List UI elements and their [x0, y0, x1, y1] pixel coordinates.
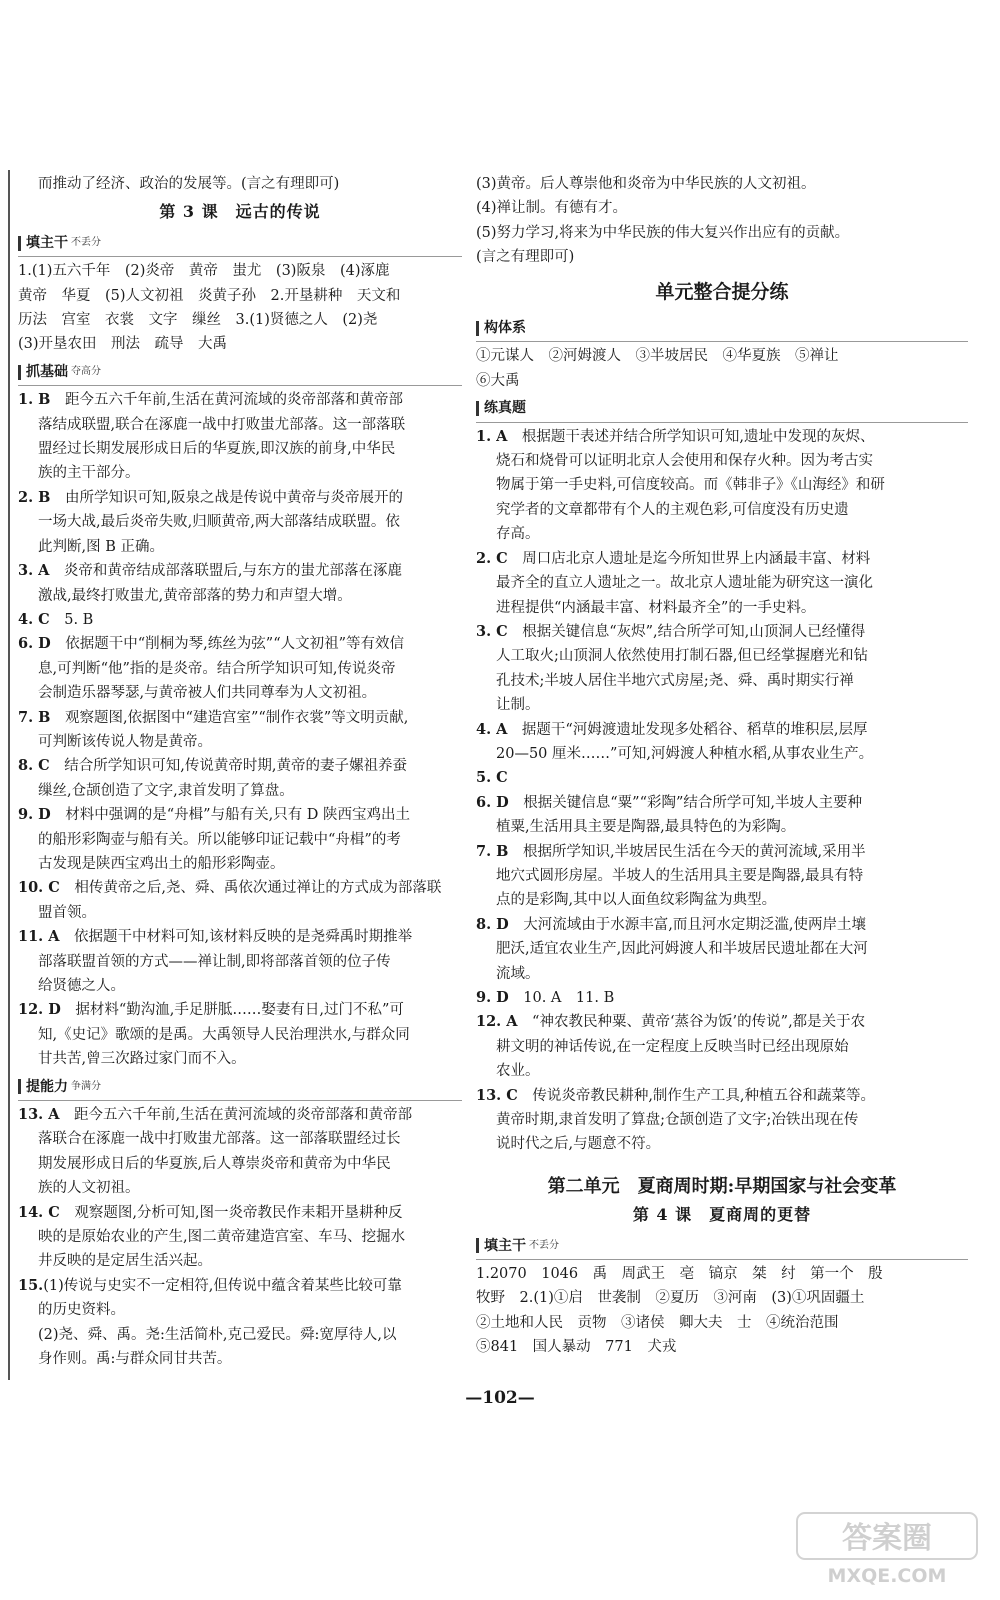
answer-line: 期发展形成日后的华夏族,后人尊崇炎帝和黄帝为中华民: [38, 1155, 391, 1172]
answer-text: 10. A 11. B: [508, 990, 615, 1006]
answer-line: 说时代之后,与题意不符。: [496, 1136, 661, 1153]
answer-text: 据材料“勤沟洫,手足胼胝……娶妻有日,过门不私”可: [60, 1002, 404, 1019]
section-header-practice: [476, 396, 968, 422]
answer-item: [18, 925, 462, 998]
answer-number: 8. D: [476, 915, 509, 933]
continued-answers: [476, 172, 968, 270]
answer-number: 13. C: [476, 1086, 518, 1104]
left-margin-rule: [8, 170, 10, 1380]
watermark-text: 答案圈: [842, 1521, 932, 1556]
answer-text: 根据所学知识,半坡居民生活在今天的黄河流域,采用半: [508, 843, 866, 860]
unit-review-title: 单元整合提分练: [655, 280, 789, 303]
answer-line: 族的主干部分。: [38, 465, 140, 482]
fill-answers-2: [476, 1262, 968, 1360]
answer-line: [18, 754, 462, 778]
answer-line: 点的是彩陶,其中以人面鱼纹彩陶盆为典型。: [496, 892, 777, 909]
answer-line: 植粟,生活用具主要是陶器,最具特色的为彩陶。: [496, 819, 796, 836]
answer-item: [476, 913, 968, 986]
answer-number: 15.: [18, 1276, 44, 1294]
section-header-fill-2: [476, 1234, 968, 1260]
answer-line: [476, 620, 968, 644]
answer-line: 此判断,图 B 正确。: [38, 538, 164, 555]
answer-number: 8. C: [18, 757, 50, 775]
section-name: 构体系: [484, 320, 526, 337]
answer-number: 3. A: [18, 562, 50, 580]
answer-line: [18, 998, 462, 1022]
answer-text: 材料中强调的是“舟楫”与船有关,只有 D 陕西宝鸡出土: [50, 807, 411, 824]
answer-number: 2. C: [476, 549, 508, 567]
answer-line: 落结成联盟,联合在涿鹿一战中打败蚩尤部落。这一部落联: [38, 416, 406, 433]
answer-line: 会制造乐器琴瑟,与黄帝被人们共同尊奉为人文初祖。: [38, 685, 377, 702]
answer-text: 观察题图,依据图中“建造宫室”“制作衣裳”等文明贡献,: [50, 709, 409, 726]
answer-line: [18, 1103, 462, 1127]
answer-item: [476, 1084, 968, 1157]
answer-number: 7. B: [18, 708, 51, 726]
answer-text: “神农教民种粟、黄帝‘蒸谷为饭’的传说”,都是关于农: [517, 1014, 866, 1031]
answer-number: 9. D: [476, 989, 509, 1006]
answer-line: 给贤德之人。: [38, 978, 125, 994]
answer-item: [18, 559, 462, 608]
answer-line: 烧石和烧骨可以证明北京人会使用和保存火种。因为考古实: [496, 453, 873, 470]
answer-number: 1. A: [476, 427, 508, 445]
practice-answer-list: [476, 425, 968, 1157]
continued-line: (5)努力学习,将来为中华民族的伟大复兴作出应有的贡献。: [476, 224, 850, 241]
basic-answer-list: [18, 388, 462, 1071]
section-sub: 夺高分: [71, 365, 101, 377]
answer-line: 映的是原始农业的产生,图二黄帝建造宫室、车马、挖掘水: [38, 1229, 406, 1246]
section-name: 练真题: [484, 400, 526, 417]
section-marker-icon: [18, 1079, 21, 1094]
fill-line: 1.(1)五六千年 (2)炎帝 黄帝 蚩尤 (3)阪泉 (4)涿鹿: [18, 263, 390, 280]
answer-text: (1)传说与史实不一定相符,但传说中蕴含着某些比较可靠: [43, 1277, 402, 1294]
unit-2-title: 第二单元 夏商周时期:早期国家与社会变革: [547, 1175, 897, 1197]
fill-line: ⑤841 国人暴动 771 犬戎: [476, 1339, 677, 1356]
section-header-framework: [476, 316, 968, 342]
page-number: —102—: [465, 1388, 535, 1408]
section-marker-icon: [18, 365, 21, 380]
answer-line: 可判断该传说人物是黄帝。: [38, 733, 212, 750]
answer-line: 物属于第一手史料,可信度较高。而《韩非子》《山海经》和研: [496, 477, 885, 494]
answer-text: 周口店北京人遗址是迄今所知世界上内涵最丰富、材料: [507, 550, 871, 567]
answer-number: 13. A: [18, 1106, 60, 1124]
answer-number: 6. D: [18, 635, 51, 653]
answer-item: [18, 754, 462, 803]
framework-line: ①元谋人 ②河姆渡人 ③半坡居民 ④华夏族 ⑤禅让: [476, 348, 839, 365]
fill-line: 历法 宫室 衣裳 文字 缫丝 3.(1)贤德之人 (2)尧: [18, 312, 378, 329]
answer-item: [476, 840, 968, 913]
answer-number: 3. C: [476, 622, 508, 640]
answer-line: [476, 718, 968, 742]
answer-line: 知,《史记》歌颂的是禹。大禹领导人民治理洪水,与群众同: [38, 1026, 410, 1043]
answer-number: 4. A: [476, 720, 508, 738]
answer-line: 农业。: [496, 1063, 540, 1080]
lesson-3-title: 第 3 课 远古的传说: [159, 202, 321, 222]
answer-text: 根据题干表述并结合所学知识可知,遗址中发现的灰烬、: [507, 428, 875, 445]
section-name: 提能力: [26, 1078, 68, 1095]
answer-item: [476, 986, 968, 1010]
answer-line: [18, 706, 462, 730]
section-header-ability: [18, 1075, 462, 1101]
answer-line: 存高。: [496, 526, 540, 543]
answer-number: 4. C: [18, 610, 50, 628]
answer-item: [476, 791, 968, 840]
section-marker-icon: [476, 401, 479, 416]
answer-line: 息,可判断“他”指的是炎帝。结合所学知识可知,传说炎帝: [38, 660, 396, 677]
answer-line: [18, 559, 462, 583]
answer-line: 盟经过长期发展形成日后的华夏族,即汉族的前身,中华民: [38, 441, 396, 458]
lesson-4-title: 第 4 课 夏商周的更替: [632, 1205, 812, 1225]
answer-line: 盟首领。: [38, 904, 96, 921]
answer-line: [18, 486, 462, 510]
answer-line: [18, 1274, 462, 1298]
answer-line: [18, 388, 462, 412]
answer-line: [476, 766, 968, 790]
answer-line: 肥沃,适宜农业生产,因此河姆渡人和半坡居民遗址都在大河: [496, 941, 868, 958]
fill-line: 牧野 2.(1)①启 世袭制 ②夏历 ③河南 (3)①巩固疆土: [476, 1290, 865, 1307]
answer-number: 5. C: [476, 769, 508, 787]
answer-line: 究学者的文章都带有个人的主观色彩,可信度没有历史遗: [496, 501, 849, 518]
answer-text: 由所学知识可知,阪泉之战是传说中黄帝与炎帝展开的: [50, 489, 404, 506]
answer-line: 部落联盟首领的方式——禅让制,即将部落首领的位子传: [38, 953, 391, 970]
answer-number: 2. B: [18, 488, 51, 506]
answer-line: 让制。: [496, 697, 540, 714]
answer-item: [476, 620, 968, 718]
answer-line: 激战,最终打败蚩尤,黄帝部落的势力和声望大增。: [38, 587, 352, 604]
answer-item: [18, 1103, 462, 1201]
answer-line: 孔技术;半坡人居住半地穴式房屋;尧、舜、禹时期实行禅: [496, 672, 854, 689]
answer-line: [18, 925, 462, 949]
answer-line: 黄帝时期,隶首发明了算盘;仓颉创造了文字;冶铁出现在传: [496, 1112, 859, 1129]
answer-item: [476, 425, 968, 547]
answer-item: [476, 718, 968, 767]
answer-text: 传说炎帝教民耕种,制作生产工具,种植五谷和蔬菜等。: [517, 1087, 876, 1104]
continued-line: (4)禅让制。有德有才。: [476, 200, 628, 217]
section-name: 填主干: [26, 234, 68, 251]
answer-text: 结合所学知识可知,传说黄帝时期,黄帝的妻子嫘祖养蚕: [49, 758, 407, 775]
answer-line: 古发现是陕西宝鸡出土的船形彩陶壶。: [38, 855, 285, 872]
answer-line: [476, 840, 968, 864]
answer-line: 身作则。禹:与群众同甘共苦。: [38, 1351, 232, 1368]
answer-text: 相传黄帝之后,尧、舜、禹依次通过禅让的方式成为部落联: [59, 880, 442, 897]
answer-line: [476, 1010, 968, 1034]
answer-line: 人工取火;山顶洞人依然使用打制石器,但已经掌握磨光和钻: [496, 648, 868, 665]
answer-item: [476, 766, 968, 790]
answer-line: 最齐全的直立人遗址之一。故北京人遗址能为研究这一演化: [496, 575, 873, 592]
answer-text: 距今五六千年前,生活在黄河流域的炎帝部落和黄帝部: [59, 1107, 413, 1124]
answer-item: [18, 998, 462, 1071]
answer-text: 炎帝和黄帝结成部落联盟后,与东方的蚩尤部落在涿鹿: [49, 563, 403, 580]
answer-item: [18, 1201, 462, 1274]
answer-line: 甘共苦,曾三次路过家门而不入。: [38, 1051, 246, 1068]
answer-text: 依据题干中材料可知,该材料反映的是尧舜禹时期推举: [59, 929, 413, 946]
answer-item: [18, 632, 462, 705]
watermark-logo: [792, 1508, 982, 1588]
left-column: [18, 172, 462, 1372]
answer-line: [476, 547, 968, 571]
answer-number: 12. D: [18, 1001, 61, 1019]
answer-line: [18, 632, 462, 656]
answer-number: 6. D: [476, 793, 509, 811]
fill-answers: [18, 259, 462, 357]
section-marker-icon: [476, 321, 479, 336]
answer-number: 12. A: [476, 1013, 518, 1031]
answer-number: 10. C: [18, 879, 60, 897]
section-sub: 争满分: [71, 1080, 101, 1092]
fill-line: ②土地和人民 贡物 ③诸侯 卿大夫 士 ④统治范围: [476, 1314, 839, 1331]
answer-item: [18, 876, 462, 925]
answer-text: 根据关键信息“灰烬”,结合所学可知,山顶洞人已经懂得: [507, 623, 866, 640]
answer-item: [18, 803, 462, 876]
answer-text: 大河流域由于水源丰富,而且河水定期泛滥,使两岸土壤: [508, 916, 866, 933]
section-header-fill: [18, 231, 462, 257]
continued-line: (3)黄帝。后人尊崇他和炎帝为中华民族的人文初祖。: [476, 176, 816, 192]
section-sub: 不丢分: [529, 1239, 559, 1251]
fill-line: 1.2070 1046 禹 周武王 亳 镐京 桀 纣 第一个 殷: [476, 1266, 883, 1283]
answer-line: 的船形彩陶壶与船有关。所以能够印证记载中“舟楫”的考: [38, 831, 401, 848]
answer-line: [18, 608, 462, 632]
answer-line: [476, 986, 968, 1010]
answer-line: (2)尧、舜、禹。尧:生活简朴,克己爱民。舜:宽厚待人,以: [38, 1326, 397, 1343]
answer-line: 地穴式圆形房屋。半坡人的生活用具主要是陶器,最具有特: [496, 867, 864, 884]
answer-line: [476, 425, 968, 449]
answer-number: 1. B: [18, 391, 51, 409]
right-column: [476, 172, 968, 1360]
answer-text: 观察题图,分析可知,图一炎帝教民作耒耜开垦耕种反: [59, 1204, 403, 1221]
answer-number: 7. B: [476, 842, 509, 860]
answer-item: [18, 388, 462, 486]
answer-number: 14. C: [18, 1203, 60, 1221]
intro-text: 而推动了经济、政治的发展等。(言之有理即可): [38, 176, 340, 192]
answer-text: 根据关键信息“粟”“彩陶”结合所学可知,半坡人主要种: [508, 794, 863, 811]
fill-line: (3)开垦农田 刑法 疏导 大禹: [18, 336, 228, 353]
answer-text: 依据题干中“削桐为琴,练丝为弦”“人文初祖”等有效信: [50, 636, 405, 653]
answer-text: 5. B: [49, 611, 94, 628]
answer-item: [476, 1010, 968, 1083]
answer-line: 流域。: [496, 965, 540, 982]
answer-line: [18, 803, 462, 827]
answer-line: 井反映的是定居生活兴起。: [38, 1253, 212, 1270]
section-name: 填主干: [484, 1237, 526, 1254]
answer-number: 9. D: [18, 806, 51, 824]
answer-item: [18, 486, 462, 559]
answer-line: 落联合在涿鹿一战中打败蚩尤部落。这一部落联盟经过长: [38, 1131, 401, 1148]
continued-line: (言之有理即可): [476, 249, 575, 266]
answer-line: 缫丝,仓颉创造了文字,隶首发明了算盘。: [38, 782, 294, 799]
answer-line: 20—50 厘米……”可知,河姆渡人种植水稻,从事农业生产。: [496, 745, 874, 762]
answer-line: [476, 791, 968, 815]
answer-line: [476, 1084, 968, 1108]
answer-item: [18, 1274, 462, 1372]
answer-number: 11. A: [18, 928, 60, 946]
answer-item: [18, 706, 462, 755]
answer-text: 距今五六千年前,生活在黄河流域的炎帝部落和黄帝部: [50, 392, 404, 409]
section-marker-icon: [476, 1238, 479, 1253]
watermark-url: MXQE.COM: [827, 1565, 947, 1587]
answer-item: [18, 608, 462, 632]
answer-line: 耕文明的神话传说,在一定程度上反映当时已经出现原始: [496, 1038, 849, 1055]
fill-line: 黄帝 华夏 (5)人文初祖 炎黄子孙 2.开垦耕种 天文和: [18, 287, 401, 304]
answer-line: [18, 876, 462, 900]
section-name: 抓基础: [26, 363, 68, 380]
answer-item: [476, 547, 968, 620]
answer-text: 据题干“河姆渡遗址发现多处稻谷、稻草的堆积层,层厚: [507, 721, 868, 738]
framework-line: ⑥大禹: [476, 372, 520, 389]
answer-line: 的历史资料。: [38, 1302, 125, 1319]
answer-line: 进程提供“内涵最丰富、材料最齐全”的一手史料。: [496, 599, 816, 616]
ability-answer-list: [18, 1103, 462, 1371]
answer-line: 族的人文初祖。: [38, 1180, 140, 1197]
section-header-basic: [18, 360, 462, 386]
section-sub: 不丢分: [71, 236, 101, 248]
answer-line: [476, 913, 968, 937]
section-marker-icon: [18, 236, 21, 251]
answer-line: [18, 1201, 462, 1225]
answer-line: 一场大战,最后炎帝失败,归顺黄帝,两大部落结成联盟。依: [38, 514, 400, 531]
